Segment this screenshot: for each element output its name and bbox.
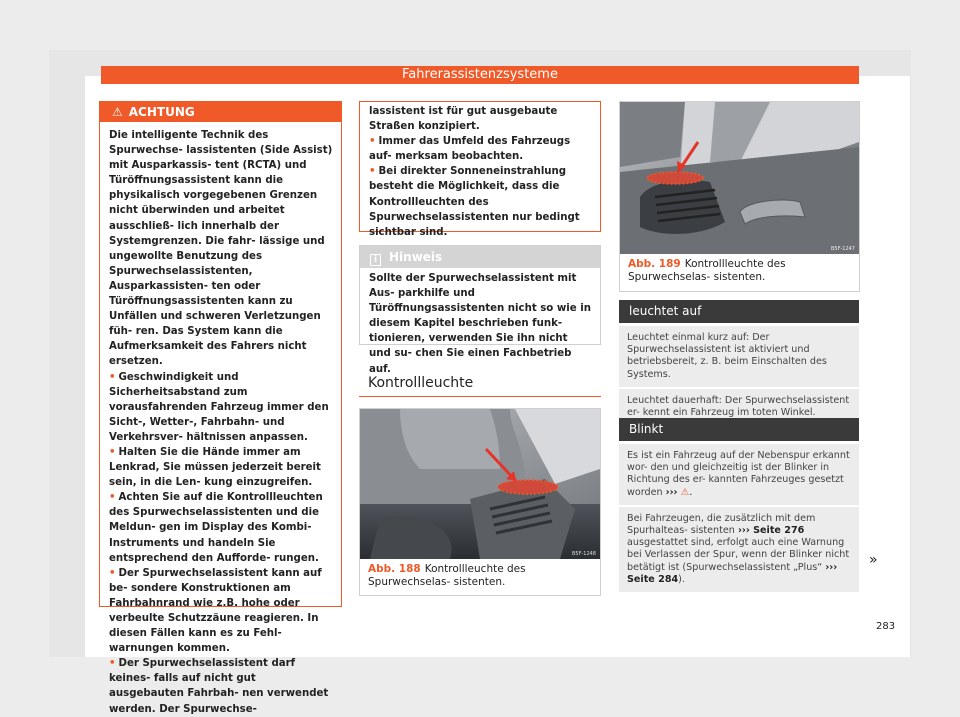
figure-188-code: B5F-1248 — [571, 551, 596, 557]
note-header — [360, 246, 600, 268]
blink-reference-2[interactable]: ››› Seite 276 — [737, 525, 805, 537]
note-title: Hinweis — [389, 250, 443, 264]
figure-188 — [359, 408, 601, 596]
bullet-icon: • — [109, 658, 116, 670]
blink-box-2 — [619, 507, 859, 592]
bullet-icon: • — [109, 567, 116, 579]
blink-text-2c: ). — [678, 573, 685, 585]
figure-189-caption-text: Kontrollleuchte des Spurwechselas- sistenten. — [628, 258, 786, 283]
warning-continued-box — [359, 101, 601, 238]
lit-text-1: Leuchtet einmal kurz auf: Der Spurwechselassistent ist aktiviert und betriebsbereit, z. B. beim Einschalten des Systems. — [627, 332, 827, 380]
figure-188-image — [360, 409, 600, 559]
warning-bullet: • Geschwindigkeit und Sicherheitsabstand zum vorausfahrenden Fahrzeug immer den Sicht-, Wetter-, Fahrbahn- und Verkehrsver- hältnissen anpassen. — [109, 371, 329, 443]
figure-188-label: Abb. 188 — [368, 563, 421, 575]
blink-text-1: Es ist ein Fahrzeug auf der Nebenspur erkannt wor- den und gleichzeitig ist der Blinker in Richtung des er- kannten Fahrzeuges gesetzt worden — [627, 450, 850, 498]
warning-header — [100, 102, 341, 122]
figure-189 — [619, 101, 860, 292]
bullet-icon: • — [109, 492, 116, 504]
figure-189-label: Abb. 189 — [628, 258, 681, 270]
warning-bullet: • Der Spurwechselassistent kann auf be- sondere Konstruktionen am Fahrbahnrand wie z.B. hohe oder verbeulte Schutzzäune reagieren. In diesen Fällen kann es zu Fehl- warnungen kommen. — [109, 567, 322, 655]
figure-188-caption — [360, 559, 600, 589]
lit-header: leuchtet auf — [619, 300, 859, 323]
note-box — [359, 245, 601, 375]
lit-text-2: Leuchtet dauerhaft: Der Spurwechselassistent er- kennt ein Fahrzeug im toten Winkel. — [627, 394, 850, 419]
bullet-icon: • — [369, 166, 376, 178]
figure-189-image — [620, 102, 859, 254]
blink-section — [619, 418, 859, 592]
section-divider — [359, 396, 601, 397]
warning-bullet: • Achten Sie auf die Kontrollleuchten des Spurwechselassistenten und die Meldun- gen im Display des Kombi-Instruments und handeln Sie entsprechend den Aufforde- rungen. — [109, 492, 323, 564]
bullet-icon: • — [369, 136, 376, 148]
warning-intro: Die intelligente Technik des Spurwechse- lassistenten (Side Assist) mit Ausparkassis- tent (RCTA) und Türöffnungsassistent kann die physikalisch vorgegebenen Grenzen nicht überwinden und arbeitet ausschließ- lich innerhalb der Systemgrenzen. Die fahr- lässige und ungewollte Benutzung des Spurwechselassistenten, Ausparkassisten- ten oder Türöffnungsassistenten kann zu Unfällen und schweren Verletzungen füh- ren. Das System kann die Aufmerksamkeit des Fahrers nicht ersetzen. — [109, 130, 333, 368]
figure-188-caption-text: Kontrollleuchte des Spurwechselas- sistenten. — [368, 563, 526, 588]
warning-triangle-icon[interactable]: ⚠ — [680, 486, 690, 498]
figure-189-code: B5F-1247 — [830, 246, 855, 252]
bullet-icon: • — [109, 446, 116, 458]
warning-box — [99, 101, 342, 715]
warning-bullet: • Der Spurwechselassistent darf keines- falls auf nicht gut ausgebauten Fahrbah- nen verwendet werden. Der Spurwechse- — [109, 658, 329, 715]
warning-body — [100, 122, 341, 717]
lit-box-1 — [619, 326, 859, 387]
blink-reference-1[interactable]: ››› — [665, 486, 678, 498]
blink-text-2a: Bei Fahrzeugen, die zusätzlich mit dem Spurhalteas- sistenten — [627, 512, 816, 537]
warning-bullet: • Halten Sie die Hände immer am Lenkrad, Sie müssen jederzeit bereit sein, in die Len- kung einzugreifen. — [109, 446, 321, 489]
chapter-header: Fahrerassistenzsysteme — [101, 66, 859, 84]
warning-bullet: • Bei direkter Sonneneinstrahlung besteht die Möglichkeit, dass die Kontrollleuchten des Spurwechselassistenten nur bedingt sichtbar sind. — [369, 166, 580, 238]
info-icon: i — [370, 254, 381, 266]
blink-header: Blinkt — [619, 418, 859, 441]
warning-bullet: • Immer das Umfeld des Fahrzeugs auf- merksam beobachten. — [369, 136, 571, 163]
warning-title: ACHTUNG — [128, 105, 195, 119]
warning-triangle-icon: ⚠ — [112, 105, 123, 119]
continue-marker: » — [869, 552, 878, 568]
figure-189-caption — [620, 254, 859, 284]
bullet-icon: • — [109, 371, 116, 383]
page-number: 283 — [876, 621, 896, 632]
blink-reference-3[interactable]: ››› Seite 284 — [627, 561, 838, 585]
warning-continued-text: lassistent ist für gut ausgebaute Straßen konzipiert. — [369, 106, 558, 133]
lit-section — [619, 300, 859, 425]
blink-text-2b: ausgestattet sind, erfolgt auch eine Warnung bei Verlassen der Spur, wenn der Blinker nicht betätigt ist (Spurwechselassistent „Plus“ — [627, 537, 850, 573]
blink-box-1: Es ist ein Fahrzeug auf der Nebenspur erkannt wor- den und gleichzeitig ist der Blinker in Richtung des er- kannten Fahrzeuges gesetzt worden ››› ⚠. — [619, 444, 859, 505]
note-text: Sollte der Spurwechselassistent mit Aus- parkhilfe und Türöffnungsassistenten nicht so wie in diesem Kapitel beschrieben funk- tionieren, verwenden Sie ihn nicht und su- chen Sie einen Fachbetrieb auf. — [369, 273, 591, 375]
section-title: Kontrollleuchte — [368, 375, 474, 391]
